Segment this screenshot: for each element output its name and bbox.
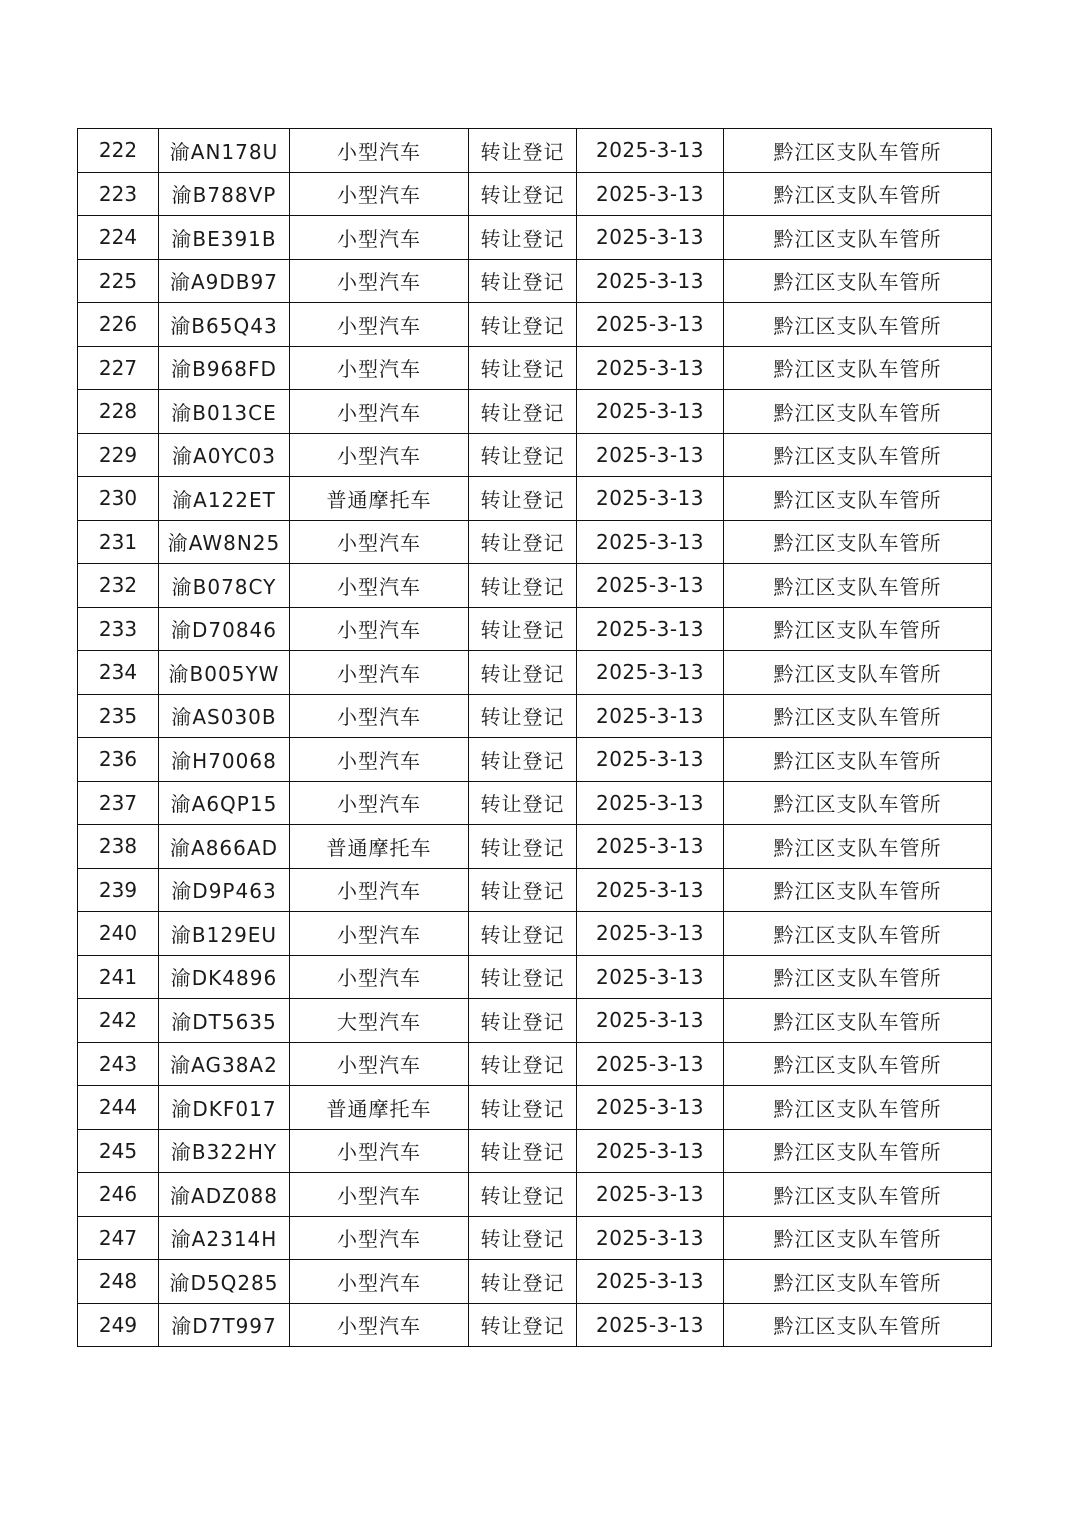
cell-seq: 238 <box>78 825 159 869</box>
cell-vehicle-type: 小型汽车 <box>290 1173 469 1217</box>
cell-plate: 渝D70846 <box>159 607 290 651</box>
cell-office: 黔江区支队车管所 <box>724 520 992 564</box>
cell-vehicle-type: 小型汽车 <box>290 390 469 434</box>
table-row <box>78 868 992 912</box>
cell-plate: 渝A6QP15 <box>159 781 290 825</box>
cell-vehicle-type: 小型汽车 <box>290 172 469 216</box>
cell-vehicle-type: 普通摩托车 <box>290 1086 469 1130</box>
cell-vehicle-type: 小型汽车 <box>290 607 469 651</box>
cell-date: 2025-3-13 <box>577 129 724 173</box>
cell-seq: 247 <box>78 1216 159 1260</box>
cell-office: 黔江区支队车管所 <box>724 1173 992 1217</box>
cell-plate: 渝A2314H <box>159 1216 290 1260</box>
cell-plate: 渝AW8N25 <box>159 520 290 564</box>
cell-office: 黔江区支队车管所 <box>724 390 992 434</box>
cell-vehicle-type: 小型汽车 <box>290 216 469 260</box>
cell-seq: 226 <box>78 303 159 347</box>
table-row <box>78 216 992 260</box>
cell-vehicle-type: 小型汽车 <box>290 651 469 695</box>
cell-business: 转让登记 <box>469 1260 577 1304</box>
cell-business: 转让登记 <box>469 651 577 695</box>
table-row <box>78 1042 992 1086</box>
cell-business: 转让登记 <box>469 825 577 869</box>
cell-plate: 渝B968FD <box>159 346 290 390</box>
cell-business: 转让登记 <box>469 303 577 347</box>
cell-vehicle-type: 小型汽车 <box>290 129 469 173</box>
cell-vehicle-type: 小型汽车 <box>290 912 469 956</box>
cell-date: 2025-3-13 <box>577 303 724 347</box>
cell-office: 黔江区支队车管所 <box>724 303 992 347</box>
cell-office: 黔江区支队车管所 <box>724 172 992 216</box>
cell-seq: 231 <box>78 520 159 564</box>
table-row <box>78 129 992 173</box>
table-row <box>78 433 992 477</box>
cell-business: 转让登记 <box>469 955 577 999</box>
cell-office: 黔江区支队车管所 <box>724 216 992 260</box>
cell-business: 转让登记 <box>469 868 577 912</box>
cell-office: 黔江区支队车管所 <box>724 1260 992 1304</box>
cell-business: 转让登记 <box>469 1129 577 1173</box>
table-row <box>78 346 992 390</box>
cell-seq: 233 <box>78 607 159 651</box>
cell-business: 转让登记 <box>469 1303 577 1347</box>
cell-business: 转让登记 <box>469 1173 577 1217</box>
cell-office: 黔江区支队车管所 <box>724 607 992 651</box>
cell-seq: 246 <box>78 1173 159 1217</box>
cell-date: 2025-3-13 <box>577 825 724 869</box>
cell-vehicle-type: 小型汽车 <box>290 433 469 477</box>
cell-business: 转让登记 <box>469 477 577 521</box>
table-row <box>78 607 992 651</box>
cell-plate: 渝DT5635 <box>159 999 290 1043</box>
table-row <box>78 1303 992 1347</box>
cell-business: 转让登记 <box>469 607 577 651</box>
cell-date: 2025-3-13 <box>577 694 724 738</box>
table-row <box>78 520 992 564</box>
cell-office: 黔江区支队车管所 <box>724 781 992 825</box>
cell-date: 2025-3-13 <box>577 651 724 695</box>
cell-office: 黔江区支队车管所 <box>724 694 992 738</box>
cell-date: 2025-3-13 <box>577 781 724 825</box>
table-row <box>78 477 992 521</box>
cell-seq: 230 <box>78 477 159 521</box>
cell-office: 黔江区支队车管所 <box>724 1303 992 1347</box>
cell-office: 黔江区支队车管所 <box>724 955 992 999</box>
cell-office: 黔江区支队车管所 <box>724 564 992 608</box>
cell-vehicle-type: 普通摩托车 <box>290 825 469 869</box>
table-row <box>78 955 992 999</box>
cell-plate: 渝D5Q285 <box>159 1260 290 1304</box>
cell-date: 2025-3-13 <box>577 607 724 651</box>
cell-office: 黔江区支队车管所 <box>724 1216 992 1260</box>
cell-seq: 234 <box>78 651 159 695</box>
cell-plate: 渝A122ET <box>159 477 290 521</box>
cell-seq: 223 <box>78 172 159 216</box>
cell-date: 2025-3-13 <box>577 1042 724 1086</box>
table-row <box>78 303 992 347</box>
cell-vehicle-type: 小型汽车 <box>290 1129 469 1173</box>
cell-plate: 渝D7T997 <box>159 1303 290 1347</box>
cell-office: 黔江区支队车管所 <box>724 912 992 956</box>
cell-date: 2025-3-13 <box>577 433 724 477</box>
cell-office: 黔江区支队车管所 <box>724 1042 992 1086</box>
cell-plate: 渝B005YW <box>159 651 290 695</box>
cell-vehicle-type: 小型汽车 <box>290 1260 469 1304</box>
cell-plate: 渝BE391B <box>159 216 290 260</box>
cell-plate: 渝ADZ088 <box>159 1173 290 1217</box>
cell-seq: 244 <box>78 1086 159 1130</box>
cell-vehicle-type: 大型汽车 <box>290 999 469 1043</box>
cell-plate: 渝B129EU <box>159 912 290 956</box>
table-row <box>78 781 992 825</box>
cell-seq: 240 <box>78 912 159 956</box>
cell-plate: 渝AN178U <box>159 129 290 173</box>
cell-seq: 229 <box>78 433 159 477</box>
table-row <box>78 1260 992 1304</box>
cell-plate: 渝H70068 <box>159 738 290 782</box>
cell-office: 黔江区支队车管所 <box>724 433 992 477</box>
cell-business: 转让登记 <box>469 694 577 738</box>
cell-vehicle-type: 小型汽车 <box>290 781 469 825</box>
cell-business: 转让登记 <box>469 781 577 825</box>
table-row <box>78 259 992 303</box>
cell-date: 2025-3-13 <box>577 1303 724 1347</box>
cell-date: 2025-3-13 <box>577 346 724 390</box>
cell-date: 2025-3-13 <box>577 738 724 782</box>
cell-plate: 渝DK4896 <box>159 955 290 999</box>
cell-seq: 227 <box>78 346 159 390</box>
table-row <box>78 651 992 695</box>
cell-vehicle-type: 小型汽车 <box>290 1303 469 1347</box>
cell-seq: 242 <box>78 999 159 1043</box>
cell-date: 2025-3-13 <box>577 999 724 1043</box>
cell-business: 转让登记 <box>469 1086 577 1130</box>
cell-date: 2025-3-13 <box>577 520 724 564</box>
cell-business: 转让登记 <box>469 390 577 434</box>
cell-plate: 渝A866AD <box>159 825 290 869</box>
cell-date: 2025-3-13 <box>577 172 724 216</box>
cell-vehicle-type: 小型汽车 <box>290 1216 469 1260</box>
cell-business: 转让登记 <box>469 433 577 477</box>
cell-vehicle-type: 小型汽车 <box>290 564 469 608</box>
cell-business: 转让登记 <box>469 1216 577 1260</box>
cell-date: 2025-3-13 <box>577 1216 724 1260</box>
cell-plate: 渝D9P463 <box>159 868 290 912</box>
table-row <box>78 1173 992 1217</box>
cell-office: 黔江区支队车管所 <box>724 651 992 695</box>
cell-business: 转让登记 <box>469 216 577 260</box>
cell-date: 2025-3-13 <box>577 868 724 912</box>
table-row <box>78 390 992 434</box>
cell-office: 黔江区支队车管所 <box>724 1086 992 1130</box>
table-row <box>78 912 992 956</box>
cell-seq: 241 <box>78 955 159 999</box>
cell-vehicle-type: 小型汽车 <box>290 955 469 999</box>
cell-date: 2025-3-13 <box>577 912 724 956</box>
cell-seq: 235 <box>78 694 159 738</box>
cell-seq: 237 <box>78 781 159 825</box>
cell-business: 转让登记 <box>469 912 577 956</box>
cell-date: 2025-3-13 <box>577 564 724 608</box>
cell-vehicle-type: 普通摩托车 <box>290 477 469 521</box>
cell-seq: 222 <box>78 129 159 173</box>
cell-plate: 渝B013CE <box>159 390 290 434</box>
cell-plate: 渝B788VP <box>159 172 290 216</box>
table-row <box>78 564 992 608</box>
cell-date: 2025-3-13 <box>577 390 724 434</box>
cell-seq: 243 <box>78 1042 159 1086</box>
cell-office: 黔江区支队车管所 <box>724 346 992 390</box>
cell-seq: 248 <box>78 1260 159 1304</box>
cell-plate: 渝AS030B <box>159 694 290 738</box>
cell-seq: 249 <box>78 1303 159 1347</box>
cell-office: 黔江区支队车管所 <box>724 825 992 869</box>
cell-seq: 245 <box>78 1129 159 1173</box>
cell-date: 2025-3-13 <box>577 477 724 521</box>
cell-business: 转让登记 <box>469 172 577 216</box>
cell-vehicle-type: 小型汽车 <box>290 520 469 564</box>
table-row <box>78 738 992 782</box>
cell-plate: 渝B65Q43 <box>159 303 290 347</box>
cell-office: 黔江区支队车管所 <box>724 129 992 173</box>
cell-vehicle-type: 小型汽车 <box>290 346 469 390</box>
cell-date: 2025-3-13 <box>577 955 724 999</box>
cell-office: 黔江区支队车管所 <box>724 999 992 1043</box>
cell-plate: 渝AG38A2 <box>159 1042 290 1086</box>
table-row <box>78 694 992 738</box>
cell-seq: 239 <box>78 868 159 912</box>
cell-date: 2025-3-13 <box>577 216 724 260</box>
cell-date: 2025-3-13 <box>577 1260 724 1304</box>
table-row <box>78 172 992 216</box>
cell-office: 黔江区支队车管所 <box>724 868 992 912</box>
cell-vehicle-type: 小型汽车 <box>290 259 469 303</box>
cell-seq: 225 <box>78 259 159 303</box>
cell-seq: 236 <box>78 738 159 782</box>
table-row <box>78 825 992 869</box>
table-row <box>78 1216 992 1260</box>
cell-business: 转让登记 <box>469 564 577 608</box>
cell-business: 转让登记 <box>469 1042 577 1086</box>
cell-date: 2025-3-13 <box>577 1129 724 1173</box>
cell-business: 转让登记 <box>469 738 577 782</box>
cell-vehicle-type: 小型汽车 <box>290 738 469 782</box>
cell-vehicle-type: 小型汽车 <box>290 303 469 347</box>
cell-vehicle-type: 小型汽车 <box>290 1042 469 1086</box>
cell-business: 转让登记 <box>469 346 577 390</box>
cell-business: 转让登记 <box>469 520 577 564</box>
table-row <box>78 1129 992 1173</box>
table-row <box>78 999 992 1043</box>
cell-office: 黔江区支队车管所 <box>724 738 992 782</box>
cell-vehicle-type: 小型汽车 <box>290 868 469 912</box>
cell-plate: 渝A9DB97 <box>159 259 290 303</box>
cell-seq: 232 <box>78 564 159 608</box>
cell-date: 2025-3-13 <box>577 1086 724 1130</box>
cell-office: 黔江区支队车管所 <box>724 1129 992 1173</box>
cell-plate: 渝DKF017 <box>159 1086 290 1130</box>
vehicle-registration-table <box>77 128 992 1347</box>
cell-date: 2025-3-13 <box>577 259 724 303</box>
cell-date: 2025-3-13 <box>577 1173 724 1217</box>
cell-vehicle-type: 小型汽车 <box>290 694 469 738</box>
cell-business: 转让登记 <box>469 259 577 303</box>
cell-seq: 228 <box>78 390 159 434</box>
cell-seq: 224 <box>78 216 159 260</box>
cell-plate: 渝B322HY <box>159 1129 290 1173</box>
cell-plate: 渝A0YC03 <box>159 433 290 477</box>
cell-office: 黔江区支队车管所 <box>724 477 992 521</box>
table-row <box>78 1086 992 1130</box>
table-body <box>78 129 992 1347</box>
cell-business: 转让登记 <box>469 129 577 173</box>
cell-office: 黔江区支队车管所 <box>724 259 992 303</box>
cell-plate: 渝B078CY <box>159 564 290 608</box>
cell-business: 转让登记 <box>469 999 577 1043</box>
